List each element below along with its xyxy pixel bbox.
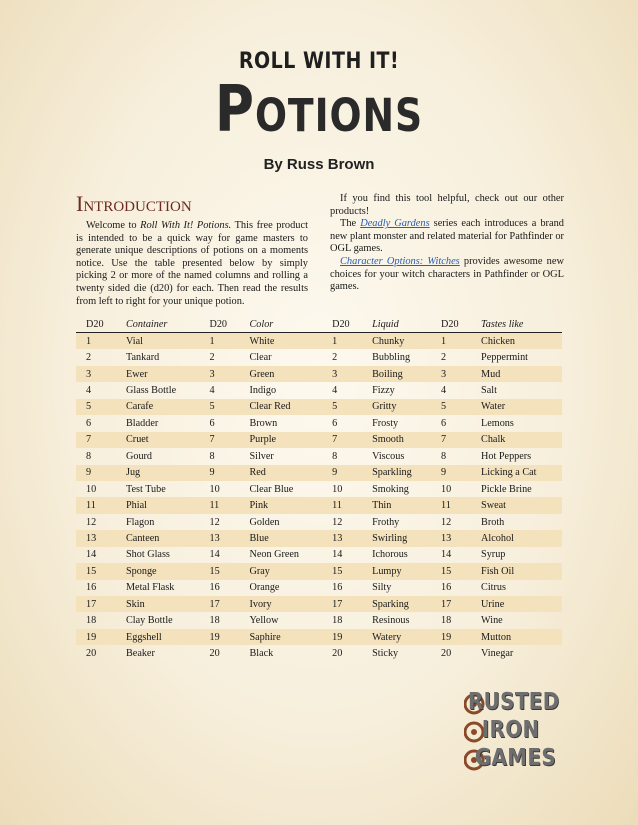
roll-number-cell: 1: [199, 333, 239, 350]
roll-number-cell: 5: [76, 399, 116, 415]
product-name: Roll With It! Potions.: [140, 220, 232, 231]
roll-number-cell: 19: [76, 629, 116, 645]
roll-number-cell: 14: [332, 549, 343, 561]
roll-number-cell: 17: [322, 596, 362, 612]
roll-number-cell: 2: [441, 352, 447, 364]
result-cell: Thin: [362, 497, 431, 513]
roll-number-cell: 7: [76, 432, 116, 448]
roll-number-cell: 2: [332, 352, 338, 364]
roll-number-cell: 1: [76, 333, 116, 350]
result-cell: Boiling: [362, 366, 431, 382]
roll-number-cell: 19: [431, 629, 471, 645]
result-cell: Syrup: [481, 549, 506, 561]
roll-number-cell: 6: [209, 417, 215, 429]
roll-number-cell: 18: [86, 615, 97, 627]
result-cell: Metal Flask: [126, 582, 175, 594]
roll-number-cell: 6: [441, 417, 447, 429]
roll-number-cell: 19: [322, 629, 362, 645]
roll-number-cell: 20: [209, 648, 220, 660]
roll-number-cell: 3: [76, 366, 116, 382]
result-cell: Sparking: [362, 596, 431, 612]
deadly-gardens-link[interactable]: Deadly Gardens: [360, 218, 430, 230]
result-cell: Jug: [116, 465, 199, 481]
roll-number-cell: 12: [86, 516, 97, 528]
result-cell: Gray: [239, 563, 322, 579]
column-header-d20: D20: [431, 316, 471, 333]
author-byline: By Russ Brown: [263, 156, 375, 173]
roll-number-cell: 8: [209, 450, 215, 462]
roll-number-cell: 8: [441, 450, 447, 462]
result-cell: Mutton: [471, 629, 562, 645]
result-cell: Ivory: [239, 596, 322, 612]
roll-number-cell: 9: [76, 465, 116, 481]
result-cell: Sweat: [471, 497, 562, 513]
roll-number-cell: 7: [199, 432, 239, 448]
result-cell: Red: [239, 465, 322, 481]
table-row: [76, 333, 562, 350]
roll-number-cell: 12: [209, 516, 220, 528]
result-cell: Ewer: [116, 366, 199, 382]
column-header-d20: D20: [76, 316, 116, 333]
promo-paragraph-1: If you find this tool helpful, check out our other products!: [330, 193, 564, 217]
result-cell: Gourd: [126, 450, 153, 462]
table-row: [76, 596, 562, 612]
roll-number-cell: 12: [441, 516, 452, 528]
result-cell: Citrus: [481, 582, 506, 594]
result-cell: Urine: [471, 596, 562, 612]
roll-number-cell: 10: [332, 483, 343, 495]
column-header-color: Color: [239, 316, 322, 333]
potion-roll-table: [76, 316, 562, 662]
result-cell: Chicken: [471, 333, 562, 350]
roll-number-cell: 16: [209, 582, 220, 594]
result-cell: Eggshell: [116, 629, 199, 645]
table-row: [76, 415, 562, 431]
roll-number-cell: 17: [199, 596, 239, 612]
result-cell: Hot Peppers: [481, 450, 532, 462]
roll-number-cell: 10: [86, 483, 97, 495]
result-cell: Watery: [362, 629, 431, 645]
promo-paragraph-2: The Deadly Gardens series each introduces a brand new plant monster and related material for Pathfinder or OGL games.: [330, 218, 564, 255]
result-cell: Tankard: [126, 352, 160, 364]
table-row: [76, 563, 562, 579]
roll-number-cell: 6: [86, 417, 92, 429]
promo-paragraph-3: Character Options: Witches provides awesome new choices for your witch characters in Pathfinder or OGL games.: [330, 255, 564, 293]
roll-number-cell: 6: [332, 417, 338, 429]
roll-number-cell: 13: [199, 530, 239, 546]
roll-number-cell: 4: [209, 385, 215, 397]
result-cell: Blue: [239, 530, 322, 546]
result-cell: Ichorous: [372, 549, 408, 561]
result-cell: Sparkling: [362, 465, 431, 481]
result-cell: Glass Bottle: [126, 385, 177, 397]
roll-number-cell: 14: [441, 549, 452, 561]
roll-number-cell: 9: [322, 465, 362, 481]
roll-number-cell: 13: [322, 530, 362, 546]
roll-number-cell: 13: [431, 530, 471, 546]
table-row: [76, 580, 562, 596]
roll-number-cell: 11: [199, 497, 239, 513]
roll-number-cell: 20: [86, 648, 97, 660]
roll-number-cell: 4: [86, 385, 92, 397]
result-cell: Broth: [481, 516, 505, 528]
roll-number-cell: 15: [76, 563, 116, 579]
roll-number-cell: 11: [76, 497, 116, 513]
roll-number-cell: 20: [332, 648, 343, 660]
result-cell: Green: [239, 366, 322, 382]
result-cell: Cruet: [116, 432, 199, 448]
result-cell: Salt: [481, 385, 497, 397]
roll-number-cell: 9: [431, 465, 471, 481]
result-cell: Licking a Cat: [471, 465, 562, 481]
roll-number-cell: 10: [441, 483, 452, 495]
result-cell: Indigo: [249, 385, 277, 397]
table-row: [76, 530, 562, 546]
roll-number-cell: 11: [431, 497, 471, 513]
result-cell: Clay Bottle: [126, 615, 173, 627]
result-cell: Brown: [249, 417, 278, 429]
logo-line-3: GAMES: [474, 745, 557, 771]
result-cell: Bubbling: [372, 352, 411, 364]
result-cell: Saphire: [239, 629, 322, 645]
result-cell: Smoking: [372, 483, 409, 495]
result-cell: Alcohol: [471, 530, 562, 546]
roll-number-cell: 18: [209, 615, 220, 627]
result-cell: Peppermint: [481, 352, 529, 364]
roll-number-cell: 17: [76, 596, 116, 612]
table-row: [76, 481, 562, 497]
roll-number-cell: 5: [199, 399, 239, 415]
result-cell: Beaker: [126, 648, 155, 660]
roll-number-cell: 3: [431, 366, 471, 382]
table-row: [76, 465, 562, 481]
result-cell: Lumpy: [362, 563, 431, 579]
roll-number-cell: 18: [332, 615, 343, 627]
roll-number-cell: 14: [86, 549, 97, 561]
roll-number-cell: 16: [86, 582, 97, 594]
result-cell: Wine: [481, 615, 503, 627]
table-header-row: [76, 316, 562, 333]
roll-number-cell: 4: [332, 385, 338, 397]
series-kicker: ROLL WITH IT!: [238, 48, 400, 74]
result-cell: Shot Glass: [126, 549, 170, 561]
result-cell: Silty: [372, 582, 392, 594]
table-row: [76, 382, 562, 398]
roll-number-cell: 17: [431, 596, 471, 612]
result-cell: Gritty: [362, 399, 431, 415]
result-cell: Viscous: [372, 450, 405, 462]
table-row: [76, 612, 562, 628]
promo-column: [330, 193, 564, 294]
result-cell: Test Tube: [126, 483, 166, 495]
result-cell: Lemons: [481, 417, 514, 429]
logo-line-2: IRON: [481, 717, 540, 743]
roll-number-cell: 2: [86, 352, 92, 364]
table-row: [76, 547, 562, 563]
result-cell: Phial: [116, 497, 199, 513]
roll-number-cell: 14: [209, 549, 220, 561]
roll-number-cell: 7: [431, 432, 471, 448]
intro-heading: Introduction: [76, 191, 192, 216]
result-cell: Vial: [116, 333, 199, 350]
table-row: [76, 497, 562, 513]
column-header-d20: D20: [199, 316, 239, 333]
table-row: [76, 399, 562, 415]
result-cell: Pickle Brine: [481, 483, 532, 495]
page-title: Potions: [214, 71, 424, 147]
result-cell: Black: [249, 648, 274, 660]
roll-number-cell: 20: [441, 648, 452, 660]
column-header-d20: D20: [322, 316, 362, 333]
result-cell: Pink: [239, 497, 322, 513]
roll-number-cell: 10: [209, 483, 220, 495]
result-cell: Frothy: [372, 516, 400, 528]
character-options-witches-link[interactable]: Character Options: Witches: [340, 255, 460, 267]
result-cell: Mud: [471, 366, 562, 382]
roll-number-cell: 16: [441, 582, 452, 594]
roll-number-cell: 3: [322, 366, 362, 382]
roll-number-cell: 15: [431, 563, 471, 579]
result-cell: Water: [471, 399, 562, 415]
result-cell: Skin: [116, 596, 199, 612]
result-cell: Silver: [249, 450, 274, 462]
result-cell: Yellow: [249, 615, 279, 627]
table-row: [76, 448, 562, 464]
result-cell: Golden: [249, 516, 280, 528]
roll-number-cell: 5: [431, 399, 471, 415]
result-cell: Swirling: [362, 530, 431, 546]
table-row: [76, 629, 562, 645]
roll-number-cell: 11: [322, 497, 362, 513]
table-row: [76, 514, 562, 530]
result-cell: Clear Red: [239, 399, 322, 415]
roll-number-cell: 15: [322, 563, 362, 579]
result-cell: Chunky: [362, 333, 431, 350]
intro-column: [76, 192, 308, 308]
roll-number-cell: 3: [199, 366, 239, 382]
table-row: [76, 349, 562, 365]
logo-line-1: RUSTED: [468, 689, 560, 715]
result-cell: Smooth: [362, 432, 431, 448]
roll-number-cell: 1: [431, 333, 471, 350]
result-cell: Vinegar: [481, 648, 514, 660]
table-row: [76, 645, 562, 661]
result-cell: Clear: [249, 352, 272, 364]
roll-number-cell: 13: [76, 530, 116, 546]
roll-number-cell: 2: [209, 352, 215, 364]
roll-number-cell: 8: [332, 450, 338, 462]
roll-number-cell: 1: [322, 333, 362, 350]
roll-number-cell: 19: [199, 629, 239, 645]
result-cell: Bladder: [126, 417, 159, 429]
result-cell: Sponge: [116, 563, 199, 579]
result-cell: Fish Oil: [471, 563, 562, 579]
table-row: [76, 432, 562, 448]
table-row: [76, 366, 562, 382]
roll-number-cell: 4: [441, 385, 447, 397]
table-body: [76, 333, 562, 662]
roll-number-cell: 8: [86, 450, 92, 462]
intro-paragraph: Welcome to Roll With It! Potions. This free product is intended to be a quick way for game masters to generate unique descriptions of potions on a moments notice. Use the table presented below by simply picking 2 or more of the named columns and rolling a twenty sided die (d20) for each. Then read the results from left to right for your unique potion.: [76, 220, 308, 307]
result-cell: Sticky: [372, 648, 399, 660]
result-cell: Orange: [249, 582, 280, 594]
result-cell: Resinous: [372, 615, 410, 627]
result-cell: Canteen: [116, 530, 199, 546]
result-cell: White: [239, 333, 322, 350]
roll-number-cell: 16: [332, 582, 343, 594]
rusted-iron-games-logo: [464, 686, 570, 778]
column-header-liquid: Liquid: [362, 316, 431, 333]
result-cell: Chalk: [471, 432, 562, 448]
roll-number-cell: 18: [441, 615, 452, 627]
result-cell: Frosty: [372, 417, 399, 429]
roll-number-cell: 5: [322, 399, 362, 415]
result-cell: Carafe: [116, 399, 199, 415]
result-cell: Clear Blue: [249, 483, 294, 495]
column-header-tastes-like: Tastes like: [471, 316, 562, 333]
result-cell: Fizzy: [372, 385, 395, 397]
result-cell: Neon Green: [249, 549, 299, 561]
result-cell: Flagon: [126, 516, 155, 528]
result-cell: Purple: [239, 432, 322, 448]
roll-number-cell: 12: [332, 516, 343, 528]
roll-number-cell: 9: [199, 465, 239, 481]
column-header-container: Container: [116, 316, 199, 333]
roll-number-cell: 7: [322, 432, 362, 448]
roll-number-cell: 15: [199, 563, 239, 579]
